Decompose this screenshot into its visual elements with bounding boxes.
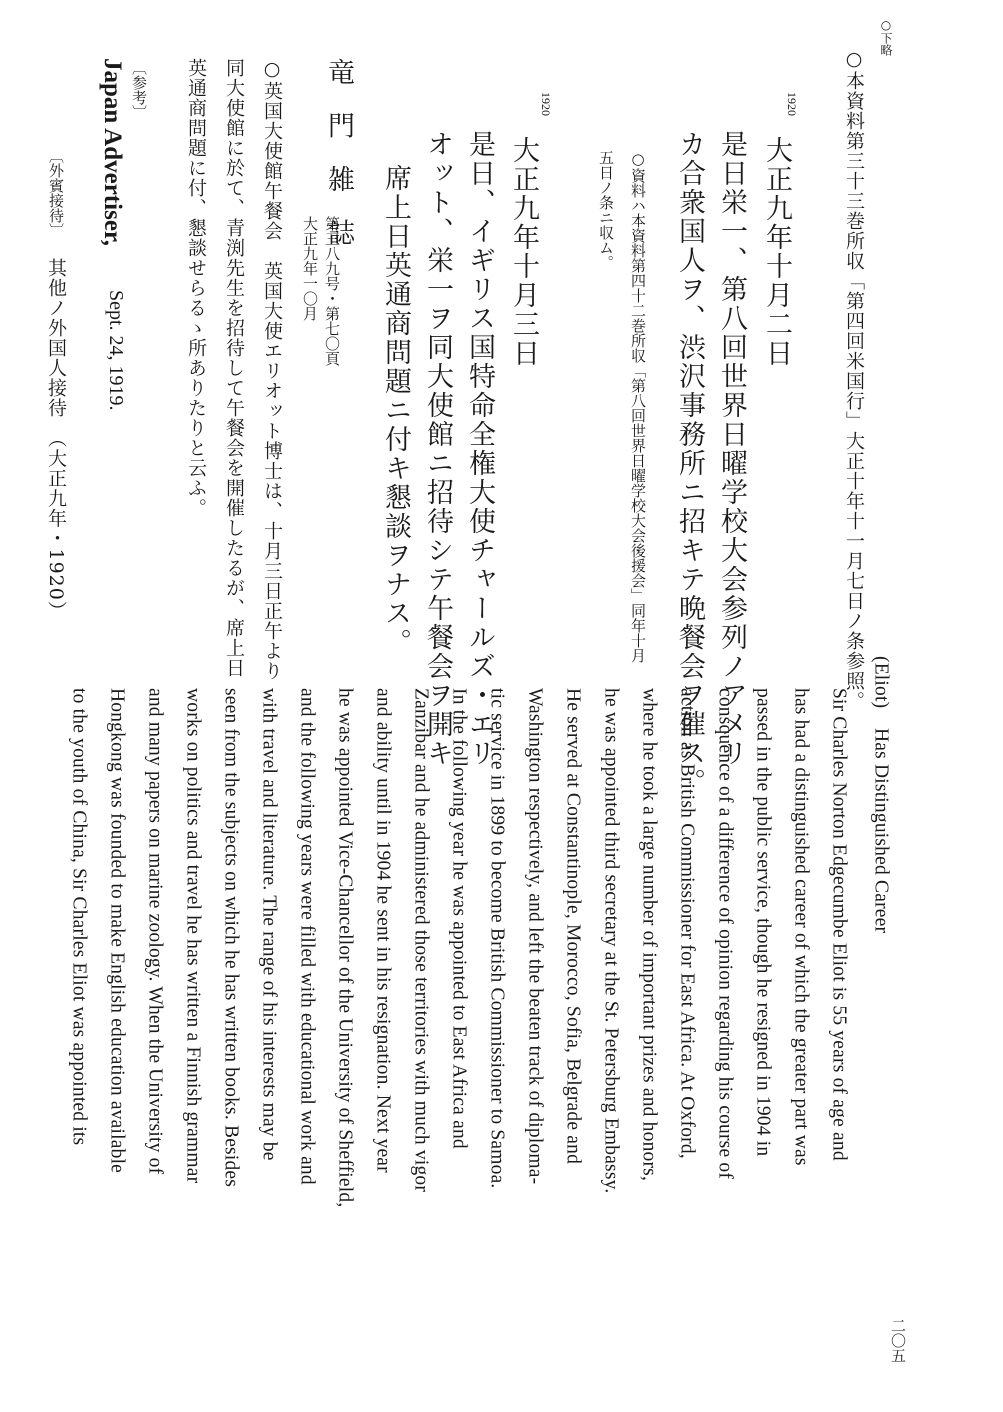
article-line: where he took a large number of important prizes and honors, — [638, 688, 660, 1182]
article-line: seen from the subjects on which he has written books. Besides — [220, 688, 242, 1188]
article-line: Hongkong was founded to make English education available — [106, 688, 128, 1174]
source-issue: 第三八九号・第七〇頁 — [323, 216, 341, 366]
article-line: passed in the public service, though he resigned in 1904 in — [752, 688, 774, 1157]
article-line: and the following years were filled with educational work and — [296, 688, 318, 1185]
entry-text-line: 是日栄一、第八回世界日曜学校大会参列ノアメリ — [716, 130, 747, 768]
article-line: and ability until in 1904 he sent in his resignation. Next year — [372, 688, 394, 1173]
article-line: he was appointed third secretary at the St. Petersburg Embassy. — [600, 688, 622, 1194]
entry-text-line: 席上日英通商問題ニ付キ懇談ヲナス。 — [380, 164, 411, 657]
entry-date: 大正九年十月二日 — [761, 136, 792, 368]
entry-source-note: ○資料ハ本資料第四十二巻所収「第八回世界日曜学校大会後援会」同年十月 — [629, 150, 647, 663]
article-line: to the youth of China, Sir Charles Eliot was appointed its — [68, 688, 90, 1146]
article-line: In the following year he was appointed to East Africa and — [448, 688, 470, 1149]
article-line: consquence of a difference of opinion regarding his course of — [714, 688, 736, 1180]
category-label: 〔外賓接待〕 — [47, 148, 65, 238]
omitted-note: ○下略 — [879, 18, 893, 56]
article-line: he was appointed Vice-Chancellor of the University of Sheffield, — [334, 688, 356, 1208]
article-line: with travel and literature. The range of his interests may be — [258, 688, 280, 1161]
article-line: Washington respectively, and left the beaten track of diploma- — [524, 688, 546, 1185]
entry-date: 大正九年十月三日 — [508, 136, 539, 368]
source-title: 竜 門 雑 誌 — [323, 58, 354, 255]
source-date: 大正九年一〇月 — [301, 216, 319, 321]
source-body-line: 同大使館に於て、青渕先生を招待して午餐会を開催したるが、席上日 — [223, 58, 245, 678]
entry-text-line: オット、栄一ヲ同大使館ニ招待シテ午餐会ヲ開キ — [422, 130, 453, 768]
reference-label: 〔参考〕 — [130, 60, 148, 120]
source-body-line: 英通商問題に付、懇談せらるゝ所ありたりと云ふ。 — [185, 58, 207, 518]
article-line: He served at Constantinople, Morocco, Sofia, Belgrade and — [562, 688, 584, 1165]
article-line: action as British Commissioner for East Africa. At Oxford, — [676, 688, 698, 1159]
entry-text-line: 是日、イギリス国特命全権大使チャールズ・エリ — [464, 130, 495, 768]
newspaper-title: Japan Advertiser, — [99, 58, 126, 246]
entry-text-line: カ合衆国人ヲ、渋沢事務所ニ招キテ晩餐会ヲ催ス。 — [674, 130, 705, 797]
article-heading: (Eliot) Has Distinguished Career — [870, 656, 892, 934]
source-body-line: ○英国大使館午餐会 英国大使エリオット博士は、十月三日正午より — [261, 58, 283, 681]
entry-year: 1920 — [539, 92, 553, 116]
reference-note-fourth-us-trip: ○本資料第三十三巻所収「第四回米国行」大正十年十一月七日ノ条参照。 — [843, 48, 865, 711]
article-line: has had a distinguished career of which the greater part was — [790, 688, 812, 1166]
section-title: 其他ノ外国人接待 （大正九年・1920） — [45, 258, 67, 621]
entry-source-note: 五日ノ条ニ収ム。 — [597, 150, 615, 270]
page-number: 二〇五 — [889, 1318, 907, 1363]
article-line: tic service in 1899 to become British Commissioner to Samoa. — [486, 688, 508, 1189]
article-line: works on politics and travel he has written a Finnish grammar — [182, 688, 204, 1184]
article-line: Zanzibar and he administered those territories with much vigor — [410, 688, 432, 1193]
article-line: and many papers on marine zoology. When the University of — [144, 688, 166, 1175]
article-line: Sir Charles Norton Edgecumbe Eliot is 55 years of age and — [828, 688, 850, 1161]
newspaper-date: Sept. 24, 1919. — [105, 290, 127, 411]
entry-year: 1920 — [785, 92, 799, 116]
